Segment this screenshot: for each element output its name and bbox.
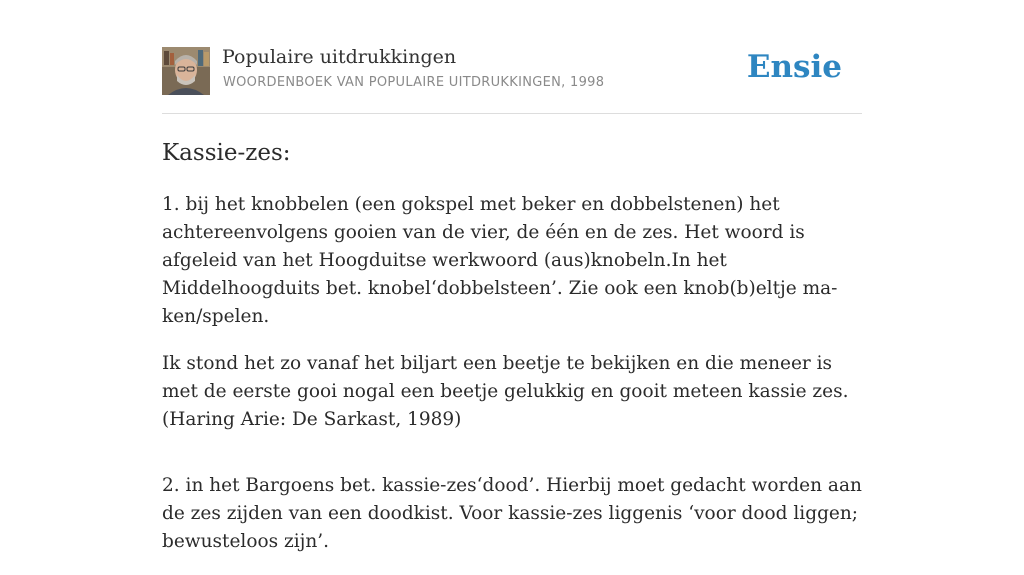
ensie-logo[interactable]: Ensie [746, 49, 842, 85]
entry-term: Kassie-zes: [162, 140, 291, 166]
entry-content [162, 136, 862, 575]
source-header [162, 46, 862, 96]
source-title[interactable]: Populaire uitdrukkingen [222, 46, 457, 68]
example-quote: Ik stond het zo vanaf het biljart een beetje te bekijken en die meneer is met de eerste gooi nogal een beetje gelukkig en gooit meteen kassie zes. (Haring Arie: De Sarkast, 1989) [162, 353, 849, 430]
definition-paragraph: 1. bij het knobbelen (een gokspel met beker en dobbelstenen) het achtereenvolgens gooien van de vier, de één en de zes. Het woord is afgeleid van het Hoogduitse werkwoord (aus)knobeln.In het Middelhoogduits bet. knobel‘dobbelsteen’. Zie ook een knob(b)eltje ma- ken/spelen. [162, 194, 838, 327]
definition-paragraph: 2. in het Bargoens bet. kassie-zes‘dood’. Hierbij moet gedacht worden aan de zes zijden van een doodkist. Voor kassie-zes liggenis ‘voor dood liggen; bewusteloos zijn’. [162, 475, 862, 552]
author-avatar[interactable] [162, 47, 210, 95]
author-portrait-image [162, 47, 210, 95]
header-divider [162, 113, 862, 114]
source-subtitle: WOORDENBOEK VAN POPULAIRE UITDRUKKINGEN, 1998 [223, 75, 605, 90]
